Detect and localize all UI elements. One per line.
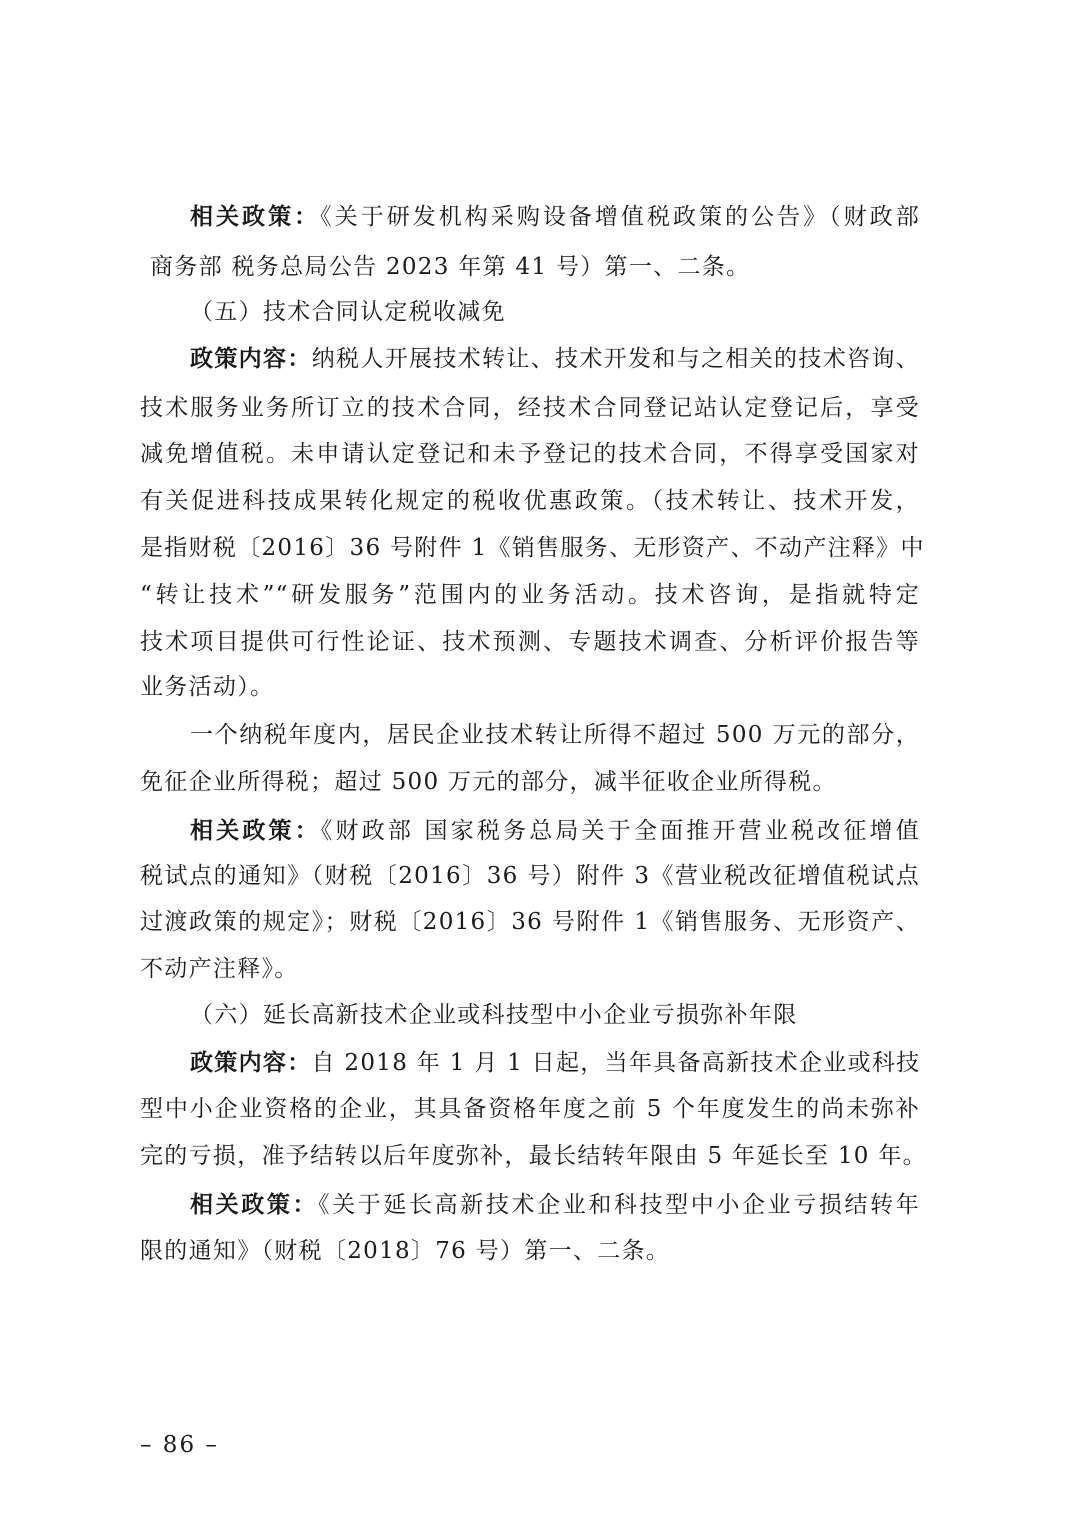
policy-content-line-5: 是指财税〔2016〕36 号附件 1《销售服务、无形资产、不动产注释》中 xyxy=(140,535,925,561)
policy-content-line-7: 技术项目提供可行性论证、技术预测、专题技术调查、分析评价报告等 xyxy=(140,629,920,655)
policy-content-label: 政策内容： xyxy=(190,345,312,372)
policy-content-line-4: 有关促进科技成果转化规定的税收优惠政策。（技术转让、技术开发， xyxy=(140,488,920,514)
policy-content-line-2: 技术服务业务所订立的技术合同，经技术合同登记站认定登记后，享受 xyxy=(140,395,920,421)
policy-ref-label: 相关政策： xyxy=(190,817,321,844)
income-tax-line-1: 一个纳税年度内，居民企业技术转让所得不超过 500 万元的部分， xyxy=(190,722,920,748)
policy-content-2-line-3: 完的亏损，准予结转以后年度弥补，最长结转年限由 5 年延长至 10 年。 xyxy=(140,1143,927,1169)
policy-ref-2-line-1: 相关政策：《财政部 国家税务总局关于全面推开营业税改征增值 xyxy=(190,817,920,844)
policy-ref-2-line-2: 税试点的通知》（财税〔2016〕36 号）附件 3《营业税改征增值税试点 xyxy=(140,863,920,889)
section-heading-5: （五）技术合同认定税收减免 xyxy=(190,299,506,325)
policy-ref-2-line-4: 不动产注释》。 xyxy=(140,956,299,982)
policy-content-2-line-2: 型中小企业资格的企业，其具备资格年度之前 5 个年度发生的尚未弥补 xyxy=(140,1096,920,1122)
policy-ref-label: 相关政策： xyxy=(190,203,321,230)
policy-content-line-8: 业务活动）。 xyxy=(140,674,275,700)
policy-content-line-6: “转让技术”“研发服务”范围内的业务活动。技术咨询，是指就特定 xyxy=(140,582,920,608)
section-heading-6: （六）延长高新技术企业或科技型中小企业亏损弥补年限 xyxy=(190,1002,798,1028)
policy-content-label: 政策内容： xyxy=(190,1049,312,1076)
income-tax-line-2: 免征企业所得税；超过 500 万元的部分，减半征收企业所得税。 xyxy=(140,769,837,795)
policy-content-line-1: 政策内容：纳税人开展技术转让、技术开发和与之相关的技术咨询、 xyxy=(190,345,921,372)
policy-ref-3-line-1: 相关政策：《关于延长高新技术企业和科技型中小企业亏损结转年 xyxy=(190,1191,921,1218)
page-number: – 86 – xyxy=(140,1432,219,1458)
policy-ref-2-line-3: 过渡政策的规定》；财税〔2016〕36 号附件 1《销售服务、无形资产、 xyxy=(140,909,920,935)
policy-ref-line-2: 商务部 税务总局公告 2023 年第 41 号）第一、二条。 xyxy=(150,254,751,280)
policy-content-line-3: 减免增值税。未申请认定登记和未予登记的技术合同，不得享受国家对 xyxy=(140,441,920,467)
policy-ref-line-1: 相关政策：《关于研发机构采购设备增值税政策的公告》（财政部 xyxy=(190,203,920,230)
policy-ref-3-line-2: 限的通知》（财税〔2018〕76 号）第一、二条。 xyxy=(140,1238,671,1264)
policy-content-2-line-1: 政策内容：自 2018 年 1 月 1 日起，当年具备高新技术企业或科技 xyxy=(190,1049,921,1076)
policy-ref-label: 相关政策： xyxy=(190,1191,319,1218)
